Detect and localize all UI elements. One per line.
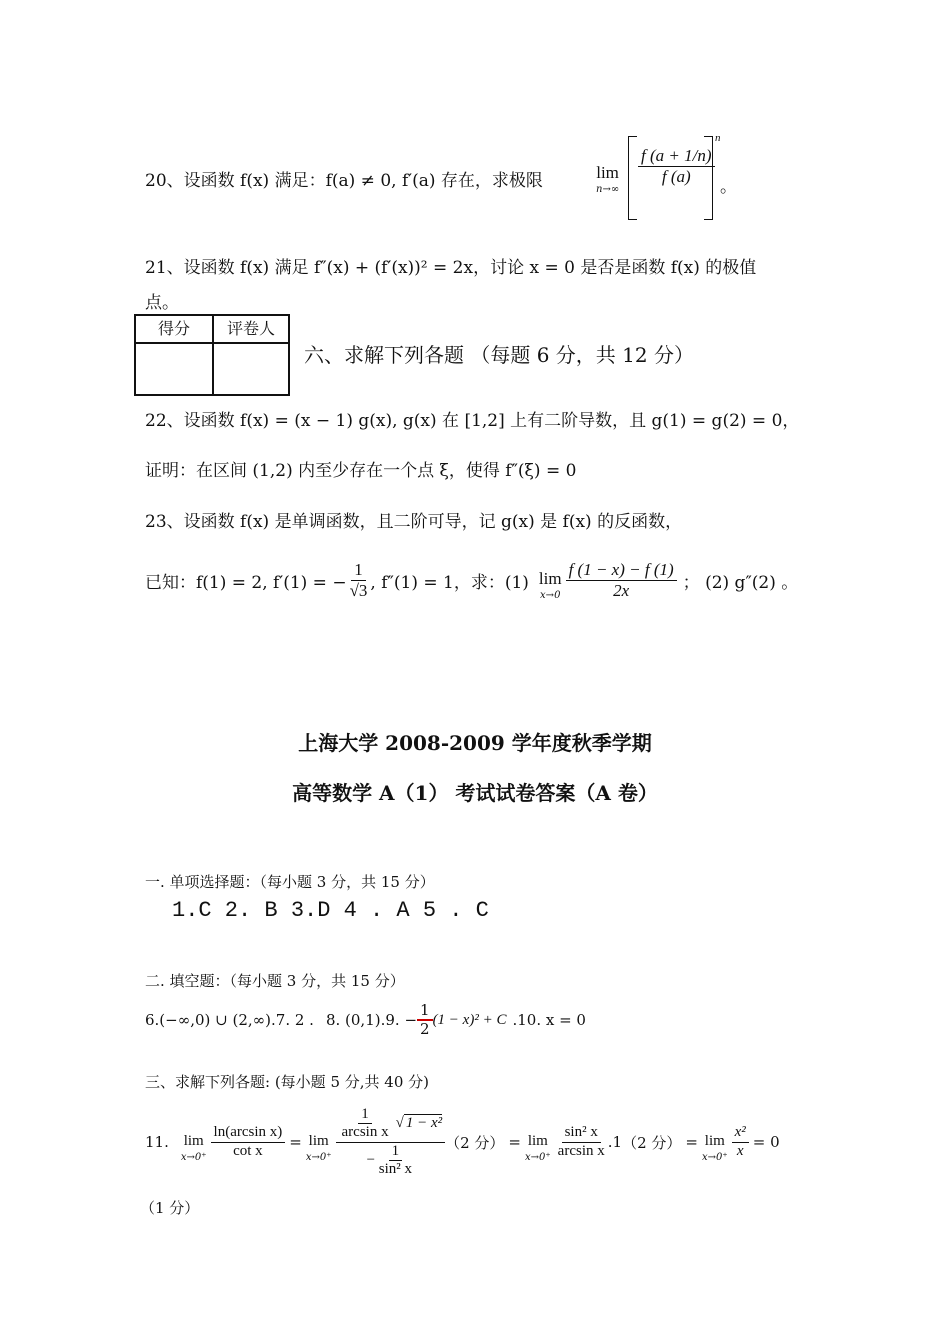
answer-9-suffix: (1 − x)² + C [432,1011,507,1028]
answer-7: .7. 2 . [271,1011,314,1029]
grader-header: 评卷人 [214,316,288,344]
q11-frac-2: $\frac{1}{\text{arcsin x}}$ √ 1 − x² − $\frac{1}{\text{sin² x}}$ [336,1106,446,1178]
q22-line2: 证明：在区间 (1,2) 内至少存在一个点 ξ，使得 f″(ξ) = 0 [145,461,577,481]
eq-2: = [508,1133,521,1151]
q23-part2: ； (2) g″(2) 。 [682,572,799,593]
answer-title-2: 高等数学 A（1） 考试试卷答案（A 卷） [292,781,658,805]
left-bracket [628,136,637,220]
q23-known-frac: $\frac{1}{√3}$ [349,559,368,600]
answer-6: 6.(−∞,0) ∪ (2,∞) [145,1011,272,1029]
eq-3: = [685,1133,698,1151]
part3-heading: 三、求解下列各题: (每小题 5 分,共 40 分) [145,1073,429,1091]
eq-1: = [289,1133,302,1151]
q11-lim-3: lim x→0⁺ [525,1132,551,1163]
right-bracket [704,136,713,220]
answer-9-prefix: .9. − [380,1011,418,1029]
answer-8: 8. (0,1) [325,1011,381,1029]
q22-line1: 22、设函数 f(x) = (x − 1) g(x), g(x) 在 [1,2] 上有二阶导数，且 g(1) = g(2) = 0， [145,411,800,431]
score-table [134,314,290,396]
part1-heading: 一. 单项选择题：（每小题 3 分，共 15 分） [145,873,435,891]
part2-answers [145,996,586,1044]
score-c: （1 分） [140,1199,200,1217]
q23-lim-frac: $\frac{f (1 - x) - f (1)}{2x}$ [566,560,677,600]
q23-known [145,552,798,608]
answer-title-1: 上海大学 2008-2009 学年度秋季学期 [298,731,652,755]
q21-line2: 点。 [145,293,179,313]
q23-line1: 23、设函数 f(x) 是单调函数，且二阶可导，记 g(x) 是 f(x) 的反函数， [145,512,683,532]
score-a: （2 分） [445,1133,505,1152]
section6-title: 六、求解下列各题 （每题 6 分，共 12 分） [304,343,694,367]
q11-lim-1: lim x→0⁺ [180,1132,207,1163]
part2-heading: 二. 填空题：（每小题 3 分，共 15 分） [145,972,405,990]
q11-lim-4: lim x→0⁺ [701,1132,728,1163]
q23-known-prefix: 已知：f(1) = 2, f′(1) = − [145,572,347,593]
answer-10: .10. x = 0 [512,1011,586,1029]
q11-solution [145,1094,780,1190]
q11-frac-1: $\frac{\text{ln(arcsin x)}}{\text{cot x}}$ [211,1124,286,1160]
part1-answers: 1.C 2. B 3.D 4 . A 5 . C [172,898,489,923]
q23-lim-op: lim x→0 [538,568,562,601]
q11-frac-3: $\frac{\text{sin² x}}{\text{arcsin x}}$ [557,1124,605,1159]
q11-lim-2: lim x→0⁺ [305,1132,332,1163]
q11-frac-2-inner-num: $\frac{1}{\text{arcsin x}}$ [341,1106,389,1141]
q11-frac-4: $\frac{\text{x²}}{x}$ [732,1124,749,1160]
q11-result: = 0 [752,1133,780,1151]
q20-lim-op: lim n→∞ [596,163,620,195]
q20-power: n [715,132,721,144]
score-b: （2 分） [622,1133,682,1152]
q20-fraction: $\frac{f (a + 1/n)}{f (a)}$ [638,146,715,186]
answer-9-frac: $\frac{1}{2}$ [417,1002,433,1039]
q11-frac-2-inner-den: $\frac{1}{\text{sin² x}}$ [378,1142,412,1177]
q23-known-suffix: , f″(1) = 1，求：(1) [370,572,529,593]
table-divider [212,344,214,394]
q20-text: 20、设函数 f(x) 满足：f(a) ≠ 0, f′(a) 存在，求极限 [145,171,543,191]
score-header: 得分 [136,316,214,344]
sqrt-term: 1 − x² [405,1115,443,1132]
q20-end: 。 [720,177,737,197]
q21-line1: 21、设函数 f(x) 满足 f″(x) + (f′(x))² = 2x，讨论 x = 0 是否是函数 f(x) 的极值 [145,258,757,278]
q11-mid: .1 [607,1133,623,1151]
q11-label: 11. [145,1133,169,1151]
